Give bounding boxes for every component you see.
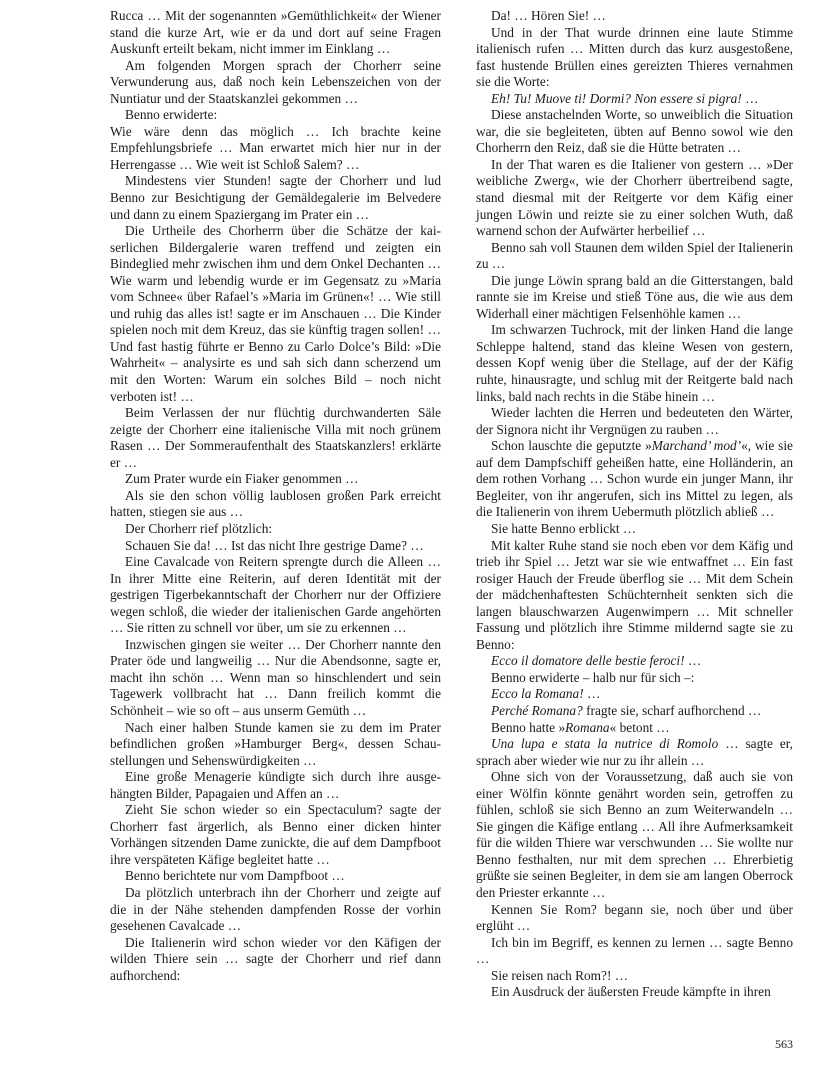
paragraph: Benno berichtete nur vom Dampfboot … — [125, 868, 345, 884]
paragraph: Sie reisen nach Rom?! … — [491, 967, 629, 983]
paragraph: Und in der That wurde drinnen eine laute Stimme italienisch rufen … Mitten durch das kurz ausgestoßene, fast hustende Brüllen eines gereizten Thieres vernahmen sie die Worte: — [476, 24, 793, 90]
paragraph: Eine Cavalcade von Reitern sprengte durch die Alleen … In ihrer Mitte eine Reiterin, auf deren Identität mit der gestrigen Tigerbekanntschaft der Chorherr nur der Offiziere wegen schloß, die wieder der italienischen Garde angehörten … Sie ritten zu schnell vor über, um sie zu erkennen … — [110, 554, 441, 636]
paragraph: Ein Ausdruck der äußersten Freude kämpfte in ihren — [491, 984, 771, 1000]
paragraph: Eh! Tu! Muove ti! Dormi? Non essere si pigra! … — [491, 90, 759, 106]
paragraph: Diese anstachelnden Worte, so unweiblich die Situation war, die sie begleiteten, übten auf Benno sowol wie den Chorherrn den Reiz, daß sie die Hütte betraten … — [476, 107, 793, 156]
paragraph: Beim Verlassen der nur flüchtig durchwanderten Säle zeigte der Chorherr eine italienische Villa mit noch grünem Rasen … Der Sommeraufenthalt des Staatskanzlers! erklärte er … — [110, 405, 441, 470]
paragraph: Schon lauschte die geputzte »Marchand’ mod’«, wie sie auf dem Dampfschiff geheißen hatte, eine Holländerin, an dem rothen Vorhang … Schon wurde ein junger Mann, ihr Begleiter, von ihr angerufen, sich ins Mittel zu legen, als die Italienerin von ihrem Uebermuth plötzlich abließ … — [476, 438, 793, 520]
paragraph: Die Italienerin wird schon wieder vor den Käfigen der wilden Thiere sein … sagte der Chorherr und rief dann aufhorchend: — [110, 934, 441, 983]
paragraph: Da plötzlich unterbrach ihn der Chorherr und zeigte auf die in der Nähe stehenden dampfenden Rosse der vorhin gesehenen Cavalcade … — [110, 884, 441, 934]
paragraph: Nach einer halben Stunde kamen sie zu dem im Prater befindlichen großen »Hamburger Berg«, dessen Schaustellungen und Sehenswürdigkeiten … — [110, 719, 441, 768]
right-column — [476, 8, 793, 1001]
paragraph: Mit kalter Ruhe stand sie noch eben vor dem Käfig und trieb ihr Spiel … Jetzt war sie wie entwaffnet … Ein fast rosiger Hauch der Freude überflog sie … Mit dem Schein der mädchenhaftesten Schüchternheit senkten sich die langen blauschwarzen Augenwimpern … Mit schneller Fassung und plötzlich ihre Stimme mildernd sagte sie zu Benno: — [476, 537, 793, 652]
paragraph: Im schwarzen Tuchrock, mit der linken Hand die lange Schleppe haltend, stand das kleine Wesen von gestern, dessen Kopf wenig über die Stellage, auf der der Käfig ruhte, hinausragte, und schlug mit der Reitgerte bald nach links, bald nach rechts in die Stäbe hinein … — [476, 322, 793, 404]
paragraph: Rucca … Mit der sogenannten »Gemüthlichkeit« der Wiener stand die kurze Art, wie er da und dort auf seine Fragen Auskunft erteilt bekam, nicht immer im Einklang … — [110, 8, 441, 57]
paragraph: Zieht Sie schon wieder so ein Spectaculum? sagte der Chorherr fast ärgerlich, als Benno einer dicken hinter Vorhängen sitzenden Dame zunickte, die auf dem Dampfboot ihre verspäteten Käfige begleitet hatte … — [110, 802, 441, 867]
paragraph: Ich bin im Begriff, es kennen zu lernen … sagte Benno … — [476, 934, 793, 967]
paragraph: Am folgenden Morgen sprach der Chorherr seine Verwunderung aus, daß noch kein Lebenszeichen von der Nuntiatur und der Staatskanzlei gekommen … — [110, 57, 441, 106]
paragraph: Schauen Sie da! … Ist das nicht Ihre gestrige Dame? … — [125, 537, 424, 553]
paragraph: Mindestens vier Stunden! sagte der Chorherr und lud Benno zur Besichtigung der Gemäldegalerie im Belvedere und dann zu einem Spaziergang im Prater ein … — [110, 173, 441, 222]
paragraph: Sie hatte Benno erblickt … — [491, 520, 637, 536]
paragraph: Wieder lachten die Herren und bedeuteten den Wärter, der Signora nicht ihr Vergnügen zu rauben … — [476, 405, 793, 437]
paragraph: Kennen Sie Rom? begann sie, noch über und über erglüht … — [476, 901, 793, 934]
left-column — [110, 8, 441, 984]
paragraph: Perché Romana? fragte sie, scharf aufhorchend … — [491, 702, 762, 718]
paragraph: Ohne sich von der Voraussetzung, daß auch sie von einer Wölfin könnte genährt worden sein, getroffen zu fühlen, schloß sie sich Benno an zum Weiterwandeln … Sie gingen die Käfige entlang … All ihre Aufmerksamkeit für die wilden Thiere war verschwunden … Sie wollte nur Benno festhalten, nur mit dem sprechen … Ehrerbietig grüßte sie seinen Begleiter, in dem sie am langen Oberrock den Priester erkannte … — [476, 769, 793, 900]
paragraph: Benno sah voll Staunen dem wilden Spiel der Italienerin zu … — [476, 239, 793, 272]
paragraph: Inzwischen gingen sie weiter … Der Chorherr nannte den Prater öde und langweilig … Nur die Abendsonne, sagte er, macht ihn schön … Wenn man so hinschlendert und sein Tagewerk vollbracht hat … Dann freilich kommt die Schönheit – wie so oft – aus unserm Gemüth … — [110, 636, 441, 718]
paragraph: Die junge Löwin sprang bald an die Gitterstangen, bald rannte sie im Kreise und stieß Töne aus, die wie aus dem Widerhall einer mächtigen Felsenhöhle kamen … — [476, 272, 793, 321]
paragraph: Eine große Menagerie kündigte sich durch ihre ausgehängten Bilder, Papagaien und Affen an … — [110, 769, 441, 801]
paragraph: Der Chorherr rief plötzlich: — [125, 520, 273, 536]
paragraph: Una lupa e stata la nutrice di Romolo … sagte er, sprach aber wieder wie nur zu ihr allein … — [476, 736, 794, 768]
paragraph: Zum Prater wurde ein Fiaker genommen … — [125, 471, 359, 487]
paragraph: In der That waren es die Italiener von gestern … »Der weibliche Zwerg«, wie der Chorherr übertreibend sagte, stand diesmal mit der Reitgerte vor dem Käfig einer jungen Löwin und reizte sie zu einer solchen Wuth, daß warnend schon der Aufwärter herbeilief … — [476, 156, 793, 239]
paragraph: Als sie den schon völlig laublosen großen Park erreicht hatten, stiegen sie aus … — [110, 487, 441, 520]
paragraph: Ecco il domatore delle bestie feroci! … — [491, 653, 702, 669]
paragraph: Benno erwiderte: — [125, 107, 218, 123]
paragraph: Wie wäre denn das möglich … Ich brachte keine Empfehlungsbriefe … Man erwartet mich hier nur in der Herrengasse … Wie weit ist Schloß Salem? … — [110, 123, 441, 172]
paragraph: Die Urtheile des Chorherrn über die Schätze der kaiserlichen Bildergalerie waren treffend und zeigten ein Bindeglied mehr zwischen ihm und dem Onkel Dechanten … Wie warm und lebendig wurde er im Gegensatz zu »Maria vom Schnee« über Rafael’s »Maria im Grünen«! … Wie still und ruhig das alles ist! sagte er im Anschauen … Die Kinder spielen noch mit dem Kreuz, das sie künftig tragen sollen! … Und fast hastig führte er Benno zu Carlo Dolce’s Bild: »Die Wahrheit« – analysirte es und sah sich dann scherzend um mit den Worten: Warum ein solches Bild – noch nicht verboten ist! … — [110, 223, 441, 404]
paragraph: Da! … Hören Sie! … — [491, 8, 606, 23]
paragraph: Ecco la Romana! … — [491, 686, 601, 702]
paragraph: Benno hatte »Romana« betont … — [491, 719, 670, 735]
paragraph: Benno erwiderte – halb nur für sich –: — [491, 669, 695, 685]
page-number: 563 — [775, 1037, 793, 1051]
